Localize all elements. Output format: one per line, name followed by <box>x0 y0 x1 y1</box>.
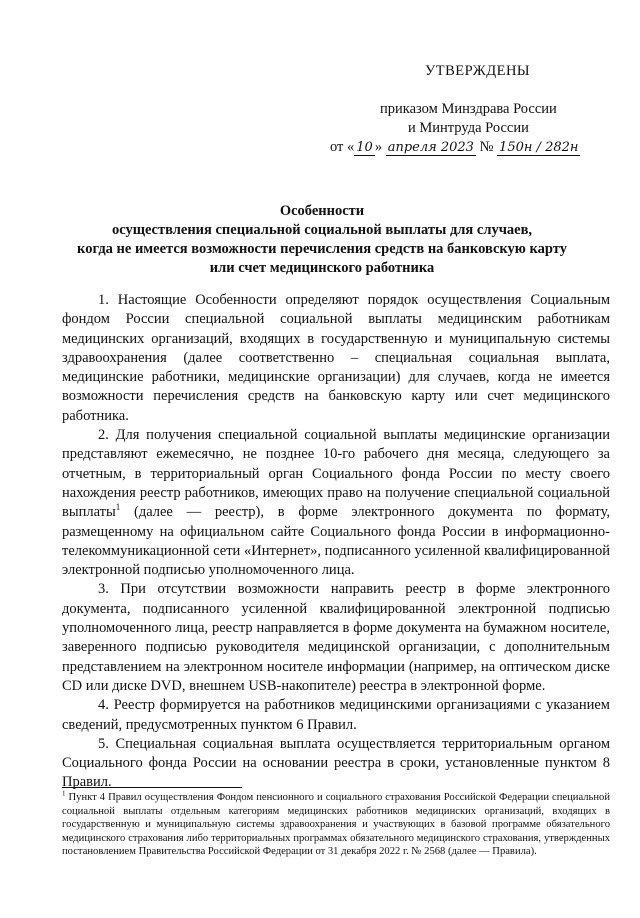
document-heading <box>62 202 582 278</box>
paragraph-4: 4. Реестр формируется на работников медицинскими организациями с указанием сведений, предусмотренных пунктом 6 Правил. <box>62 697 610 733</box>
number-sign: № <box>479 139 494 155</box>
approval-ministry-line: и Минтруда России <box>408 120 529 136</box>
heading-line-2: осуществления специальной социальной выплаты для случаев, <box>111 222 533 238</box>
document-body <box>62 291 610 793</box>
paragraph-1: 1. Настоящие Особенности определяют порядок осуществления Социальным фондом России специальной социальной выплаты медицинским работникам медицинских организаций, входящих в государственную и муниципальную системы здравоохранения (далее соответственно – специальная социальная выплата, медицинские работники, медицинские организации) для случаев, когда не имеется возможности перечисления средств на банковскую карту или счет медицинского работника. <box>62 292 610 424</box>
paragraph-3: 3. При отсутствии возможности направить реестр в форме электронного документа, подписанного усиленной квалифицированной электронной подписью уполномоченного лица, реестр направляется в форме документа на бумажном носителе, заверенного подписью руководителя медицинской организации, с дополнительным представлением на электронном носителе информации (например, на оптическом диске CD или диске DVD, внешнем USB-накопителе) реестра в электронной форме. <box>62 581 610 694</box>
paragraph-5: 5. Специальная социальная выплата осуществляется территориальным органом Социального фонда России на основании реестра в сроки, установленные пунктом 8 Правил. <box>62 735 610 791</box>
heading-line-4: или счет медицинского работника <box>209 260 435 276</box>
footnote-divider <box>62 787 242 788</box>
paragraph-2 <box>62 426 610 580</box>
footnote-text: Пункт 4 Правил осуществления Фондом пенсионного и социального страхования Российской Федерации специальной социальной выплаты отдельным категориям медицинских работников медицинских организаций, входящих в государственную и муниципальную системы здравоохранения и участвующих в базовой программе обязательного медицинского страхования либо территориальных программах обязательного медицинского страхования, утвержденных постановлением Правительства Российской Федерации от 31 декабря 2022 г. № 2568 (далее — Правила). <box>62 792 610 858</box>
approval-order-line: приказом Минздрава России <box>380 101 557 117</box>
date-prefix: от « <box>330 139 355 155</box>
footnote-reference: 1 <box>115 502 121 513</box>
heading-title: Особенности <box>279 203 365 219</box>
handwritten-order-number: 150н / 282н <box>499 140 579 155</box>
approval-title: УТВЕРЖДЕНЫ <box>425 63 531 79</box>
paragraph-2-text-a: 2. Для получения специальной социальной выплаты медицинские организации представляют ежемесячно, не позднее 10-го рабочего дня месяца, следующего за отчетным, в территориальный орган Социального фонда России по месту своего нахождения реестр работников, имеющих право на получение специальной социальной выплаты <box>62 427 610 521</box>
footnote-mark: 1 <box>62 789 66 798</box>
handwritten-month-year: апреля 2023 <box>387 140 474 155</box>
paragraph-2-text-b: (далее — реестр), в форме электронного документа по формату, размещенному на официальном сайте Социального фонда России в информационно-телекоммуникационной сети «Интернет», подписанного усиленной квалифицированной электронной подписью уполномоченного лица. <box>62 504 610 579</box>
approval-date-line <box>330 138 580 157</box>
date-close-quote: » <box>374 139 383 155</box>
handwritten-day: 10 <box>356 140 373 155</box>
footnote <box>62 791 610 859</box>
heading-line-3: когда не имеется возможности перечисления средств на банковскую карту <box>77 241 567 257</box>
